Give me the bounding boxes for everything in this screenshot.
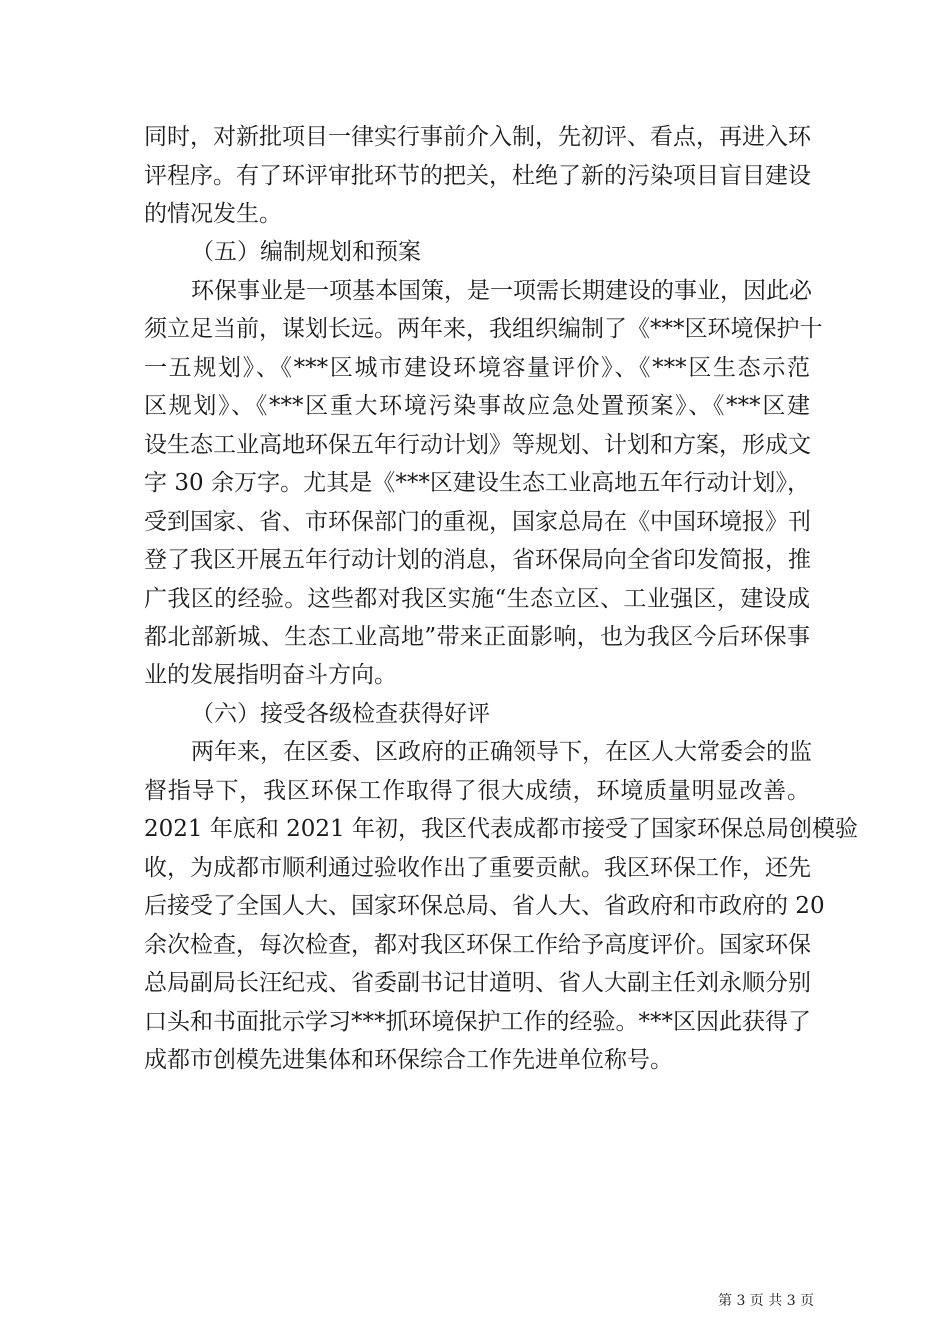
paragraph-line: 同时，对新批项目一律实行事前介入制，先初评、看点，再进入环 — [144, 124, 811, 150]
section-heading: （六）接受各级检查获得好评 — [191, 701, 490, 727]
paragraph-line: 督指导下，我区环保工作取得了很大成绩，环境质量明显改善。 — [144, 778, 810, 804]
paragraph-line: 都北部新城、生态工业高地”带来正面影响，也为我区今后环保事 — [144, 624, 810, 650]
paragraph-line: 余次检查，每次检查，都对我区环保工作给予高度评价。国家环保 — [144, 932, 811, 958]
paragraph-line: 收，为成都市顺利通过验收作出了重要贡献。我区环保工作，还先 — [144, 855, 811, 881]
paragraph-line: 须立足当前，谋划长远。两年来，我组织编制了《***区环境保护十 — [144, 316, 823, 342]
paragraph-line: 成都市创模先进集体和环保综合工作先进单位称号。 — [144, 1047, 673, 1073]
paragraph-line: 总局副局长汪纪戎、省委副书记甘道明、省人大副主任刘永顺分别 — [144, 970, 811, 996]
paragraph-line: 环保事业是一项基本国策，是一项需长期建设的事业，因此必 — [191, 278, 812, 304]
paragraph-line: 口头和书面批示学习***抓环境保护工作的经验。***区因此获得了 — [144, 1009, 811, 1035]
paragraph-line: 广我区的经验。这些都对我区实施“生态立区、工业强区，建设成 — [144, 586, 810, 612]
paragraph-line: 字 30 余万字。尤其是《***区建设生态工业高地五年行动计划》， — [144, 470, 810, 496]
paragraph-line: 登了我区开展五年行动计划的消息，省环保局向全省印发简报，推 — [144, 547, 811, 573]
paragraph-line: 设生态工业高地环保五年行动计划》等规划、计划和方案，形成文 — [144, 432, 811, 458]
page-number: 第 3 页 共 3 页 — [718, 1293, 815, 1309]
section-heading: （五）编制规划和预案 — [191, 239, 421, 265]
paragraph-line: 业的发展指明奋斗方向。 — [144, 662, 397, 688]
paragraph-line: 受到国家、省、市环保部门的重视，国家总局在《中国环境报》刊 — [144, 509, 811, 535]
paragraph-line: 一五规划》、《***区城市建设环境容量评价》、《***区生态示范 — [144, 355, 810, 381]
paragraph-line: 后接受了全国人大、国家环保总局、省人大、省政府和市政府的 20 — [144, 893, 825, 919]
paragraph-line: 区规划》、《***区重大环境污染事故应急处置预案》、《***区建 — [144, 393, 810, 419]
paragraph-line: 2021 年底和 2021 年初，我区代表成都市接受了国家环保总局创模验 — [144, 816, 858, 842]
paragraph-line: 两年来，在区委、区政府的正确领导下，在区人大常委会的监 — [191, 739, 812, 765]
paragraph-line: 的情况发生。 — [144, 201, 282, 227]
paragraph-line: 评程序。有了环评审批环节的把关，杜绝了新的污染项目盲目建设 — [144, 163, 811, 189]
